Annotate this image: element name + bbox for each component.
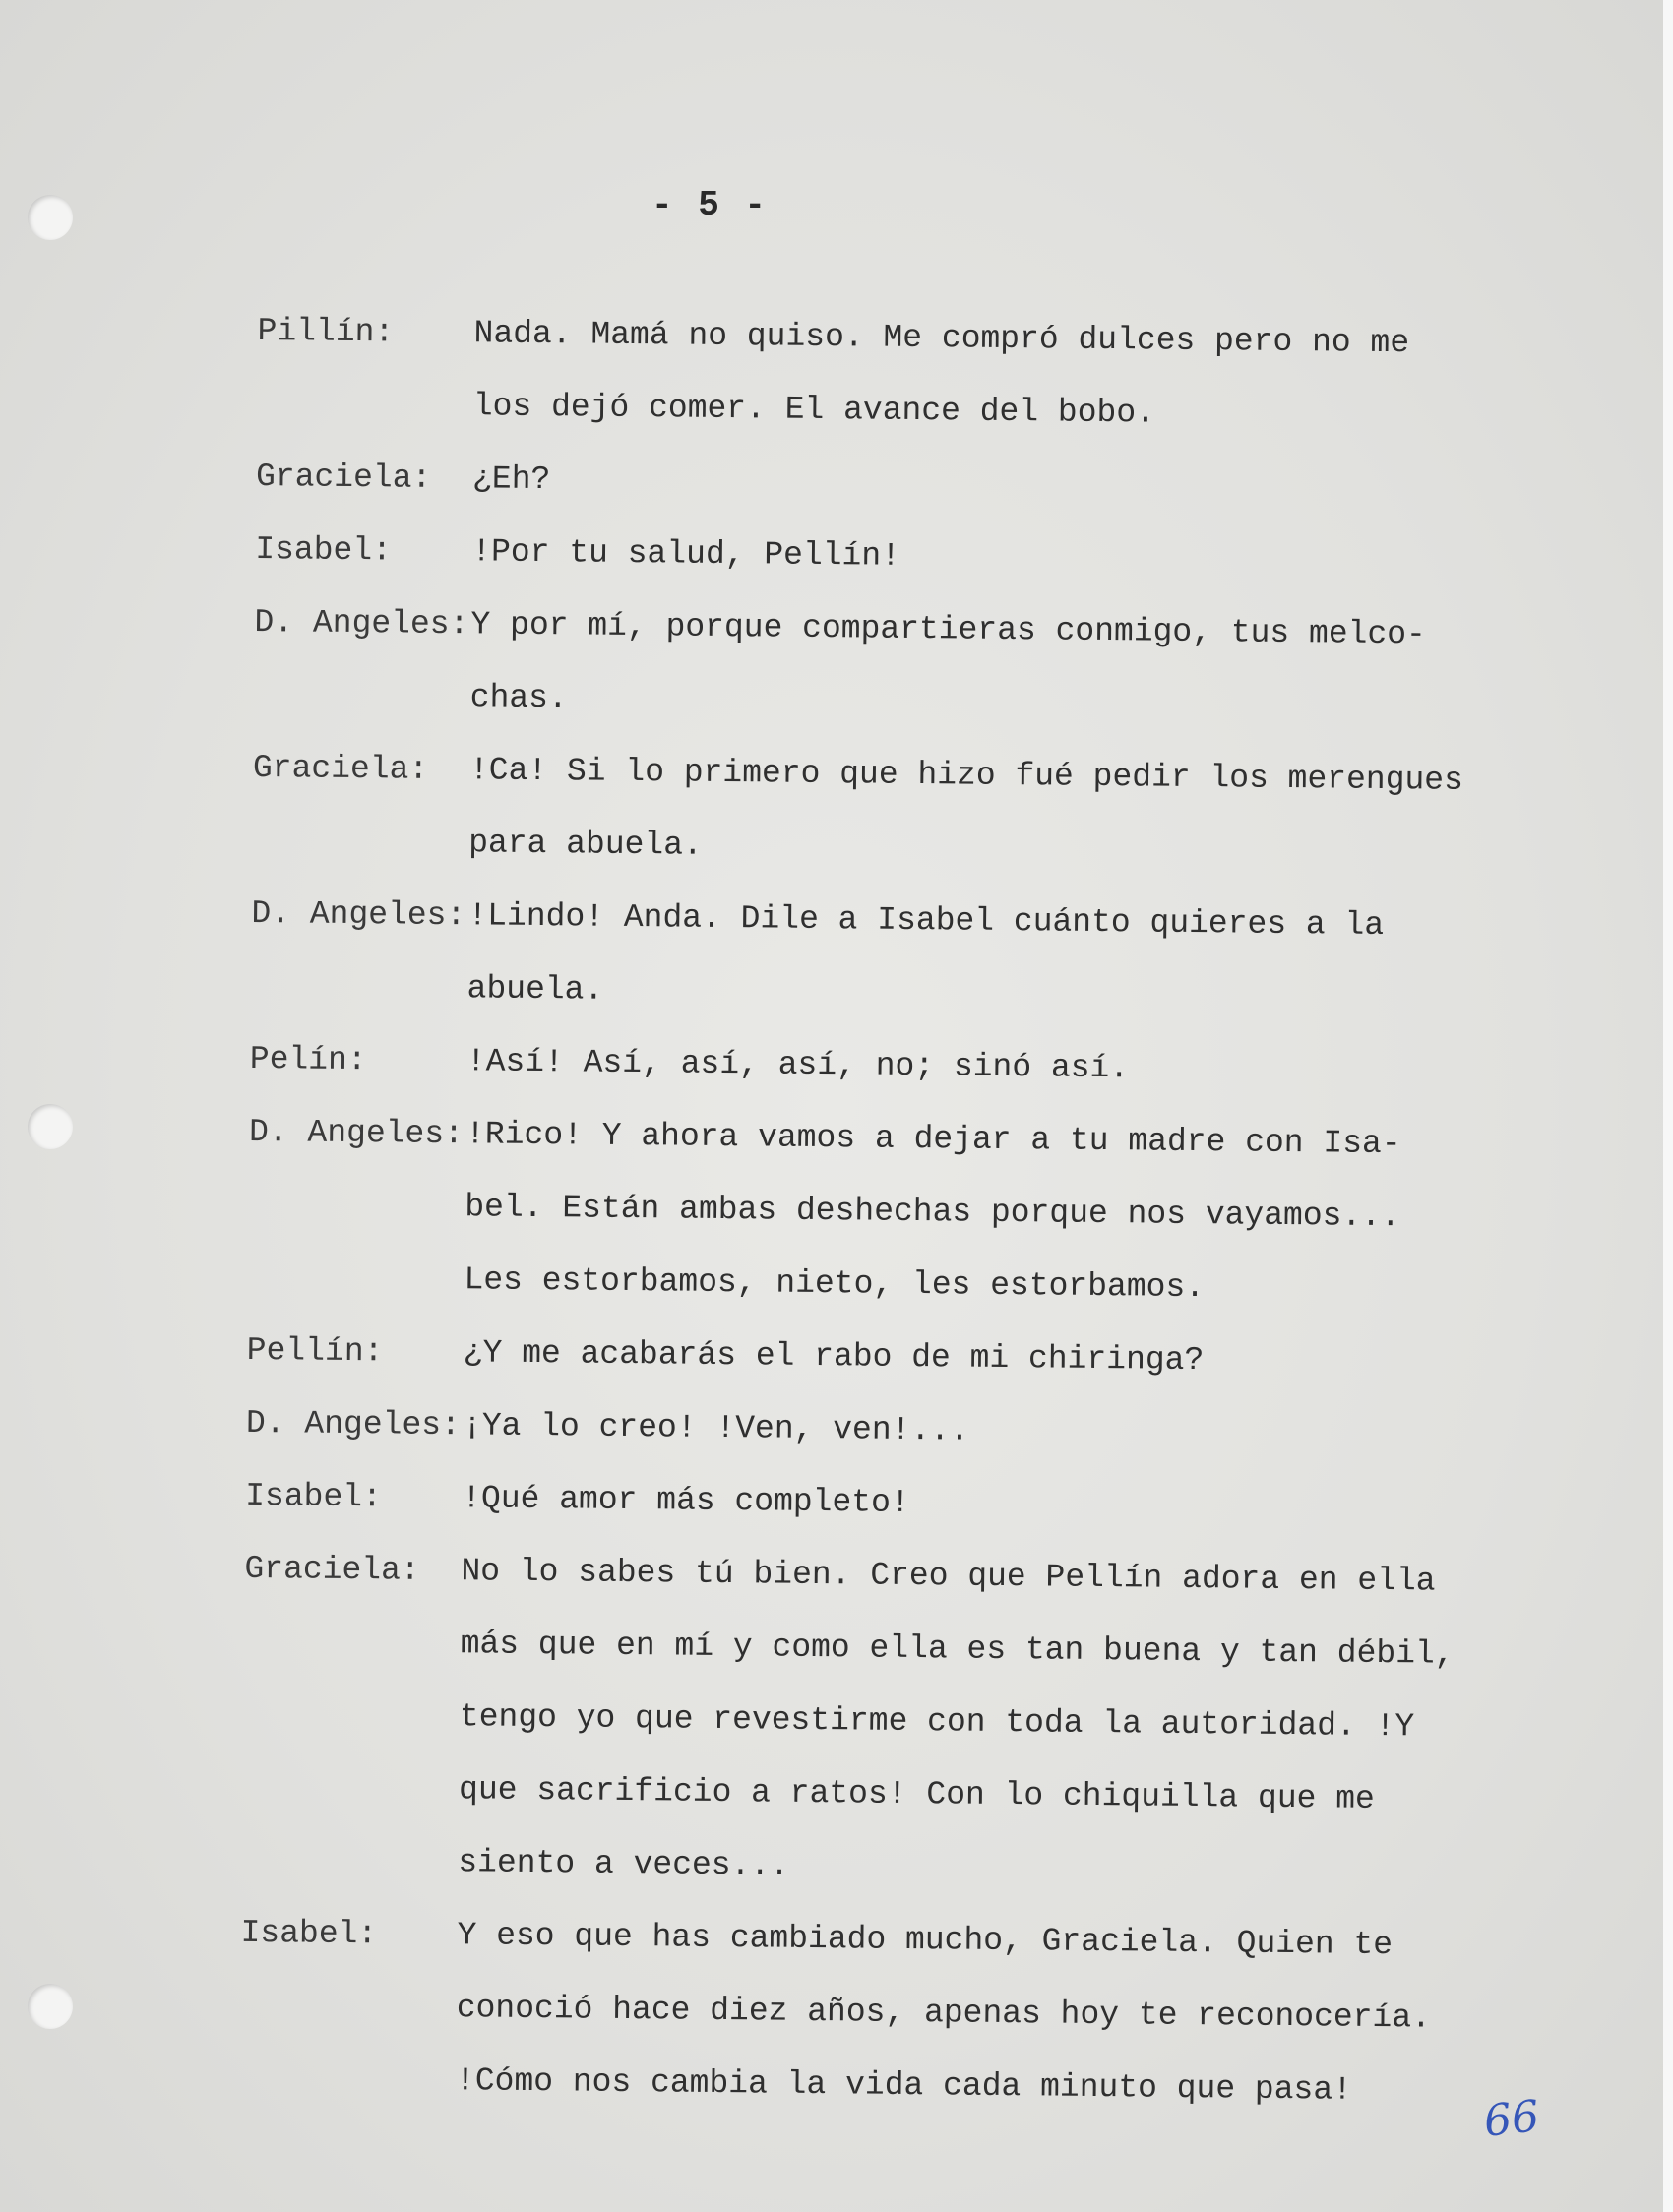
speech-text xyxy=(463,1389,1546,1474)
speech-line: Les estorbamos, nieto, les estorbamos. xyxy=(464,1261,1206,1307)
punch-hole-bottom xyxy=(28,1984,73,2029)
dialogue-entry xyxy=(239,1897,1540,2129)
speech-line: que sacrificio a ratos! Con lo chiquilla que me xyxy=(458,1771,1376,1817)
speech-line: abuela. xyxy=(466,970,604,1009)
speaker-name: Isabel: xyxy=(245,1477,383,1516)
speech-line: tengo yo que revestirme con toda la autoridad. !Y xyxy=(459,1698,1415,1746)
speech-line: Y por mí, porque compartieras conmigo, tus melco- xyxy=(470,606,1427,653)
dialogue-entry xyxy=(250,878,1550,1037)
speech-text xyxy=(468,734,1552,891)
speaker-name: Pillín: xyxy=(257,312,395,351)
speech-line: ¿Eh? xyxy=(471,461,551,499)
speaker-name: Pellín: xyxy=(246,1331,384,1371)
speech-line: !Por tu salud, Pellín! xyxy=(471,533,901,575)
speech-line: chas. xyxy=(469,679,568,717)
punch-hole-middle xyxy=(28,1104,73,1149)
dialogue-entry xyxy=(256,295,1556,455)
speech-line: !Rico! Y ahora vamos a dejar a tu madre con Isa- xyxy=(465,1116,1401,1163)
speech-line: !Qué amor más completo! xyxy=(462,1480,910,1522)
speaker-name: Graciela: xyxy=(252,749,429,788)
page-number: - 5 - xyxy=(651,185,769,225)
dialogue-entry xyxy=(253,586,1553,746)
speech-text xyxy=(464,1098,1548,1328)
speaker-name: Isabel: xyxy=(240,1914,378,1953)
speech-line: ¡Ya lo creo! !Ven, ven!... xyxy=(462,1407,970,1449)
speech-line: para abuela. xyxy=(467,825,704,864)
speech-line: !Cómo nos cambia la vida cada minuto que pasa! xyxy=(455,2062,1353,2109)
speaker-name: D. Angeles: xyxy=(245,1404,462,1444)
speaker-name: Pelín: xyxy=(249,1040,367,1079)
speaker-name: D. Angeles: xyxy=(248,1113,465,1153)
dialogue-entry xyxy=(241,1533,1544,1911)
punch-hole-top xyxy=(28,195,73,240)
speech-text xyxy=(463,1317,1546,1401)
paper-edge xyxy=(1663,0,1673,2212)
speech-text xyxy=(458,1535,1544,1910)
speech-text xyxy=(469,588,1553,746)
speech-line: los dejó comer. El avance del bobo. xyxy=(472,388,1156,432)
speaker-name: D. Angeles: xyxy=(251,894,466,935)
speech-text xyxy=(471,516,1555,600)
dialogue-entry xyxy=(255,514,1555,600)
speech-text xyxy=(462,1462,1545,1547)
dialogue-entry xyxy=(247,1096,1548,1328)
speech-line: ¿Y me acabarás el rabo de mi chiringa? xyxy=(463,1334,1205,1380)
dialogue-entry xyxy=(246,1315,1546,1401)
dialogue-entry xyxy=(256,441,1556,527)
handwritten-page-number: 66 xyxy=(1481,2091,1542,2147)
speech-line: !Ca! Si lo primero que hizo fué pedir los merengues xyxy=(468,752,1464,799)
speech-text xyxy=(472,297,1556,455)
speech-line: siento a veces... xyxy=(458,1844,790,1884)
speech-line: Y eso que has cambiado mucho, Graciela. Quien te xyxy=(457,1917,1394,1964)
speech-line: bel. Están ambas deshechas porque nos vayamos... xyxy=(465,1189,1401,1236)
speech-line: !Lindo! Anda. Dile a Isabel cuánto quieres a la xyxy=(467,897,1385,945)
dialogue-entry xyxy=(246,1387,1546,1474)
speech-line: conoció hace diez años, apenas hoy te reconocería. xyxy=(456,1990,1432,2037)
speech-line: !Así! Así, así, así, no; sinó así. xyxy=(465,1043,1130,1087)
speech-text xyxy=(465,1025,1549,1110)
dialogue-entry xyxy=(249,1023,1549,1110)
speaker-name: Graciela: xyxy=(244,1550,420,1589)
speaker-name: D. Angeles: xyxy=(254,603,469,644)
dialogue-entry xyxy=(252,732,1552,891)
speech-line: Nada. Mamá no quiso. Me compró dulces pero no me xyxy=(473,315,1410,362)
dialogue-entry xyxy=(245,1460,1545,1547)
speaker-name: Graciela: xyxy=(255,458,432,497)
speech-line: más que en mí y como ella es tan buena y tan débil, xyxy=(460,1626,1455,1673)
speech-text xyxy=(456,1899,1540,2129)
speaker-name: Isabel: xyxy=(255,530,393,570)
speech-line: No lo sabes tú bien. Creo que Pellín adora en ella xyxy=(461,1553,1436,1600)
speech-text xyxy=(466,880,1550,1037)
dialogue-script xyxy=(239,295,1557,2129)
speech-text xyxy=(472,443,1556,527)
